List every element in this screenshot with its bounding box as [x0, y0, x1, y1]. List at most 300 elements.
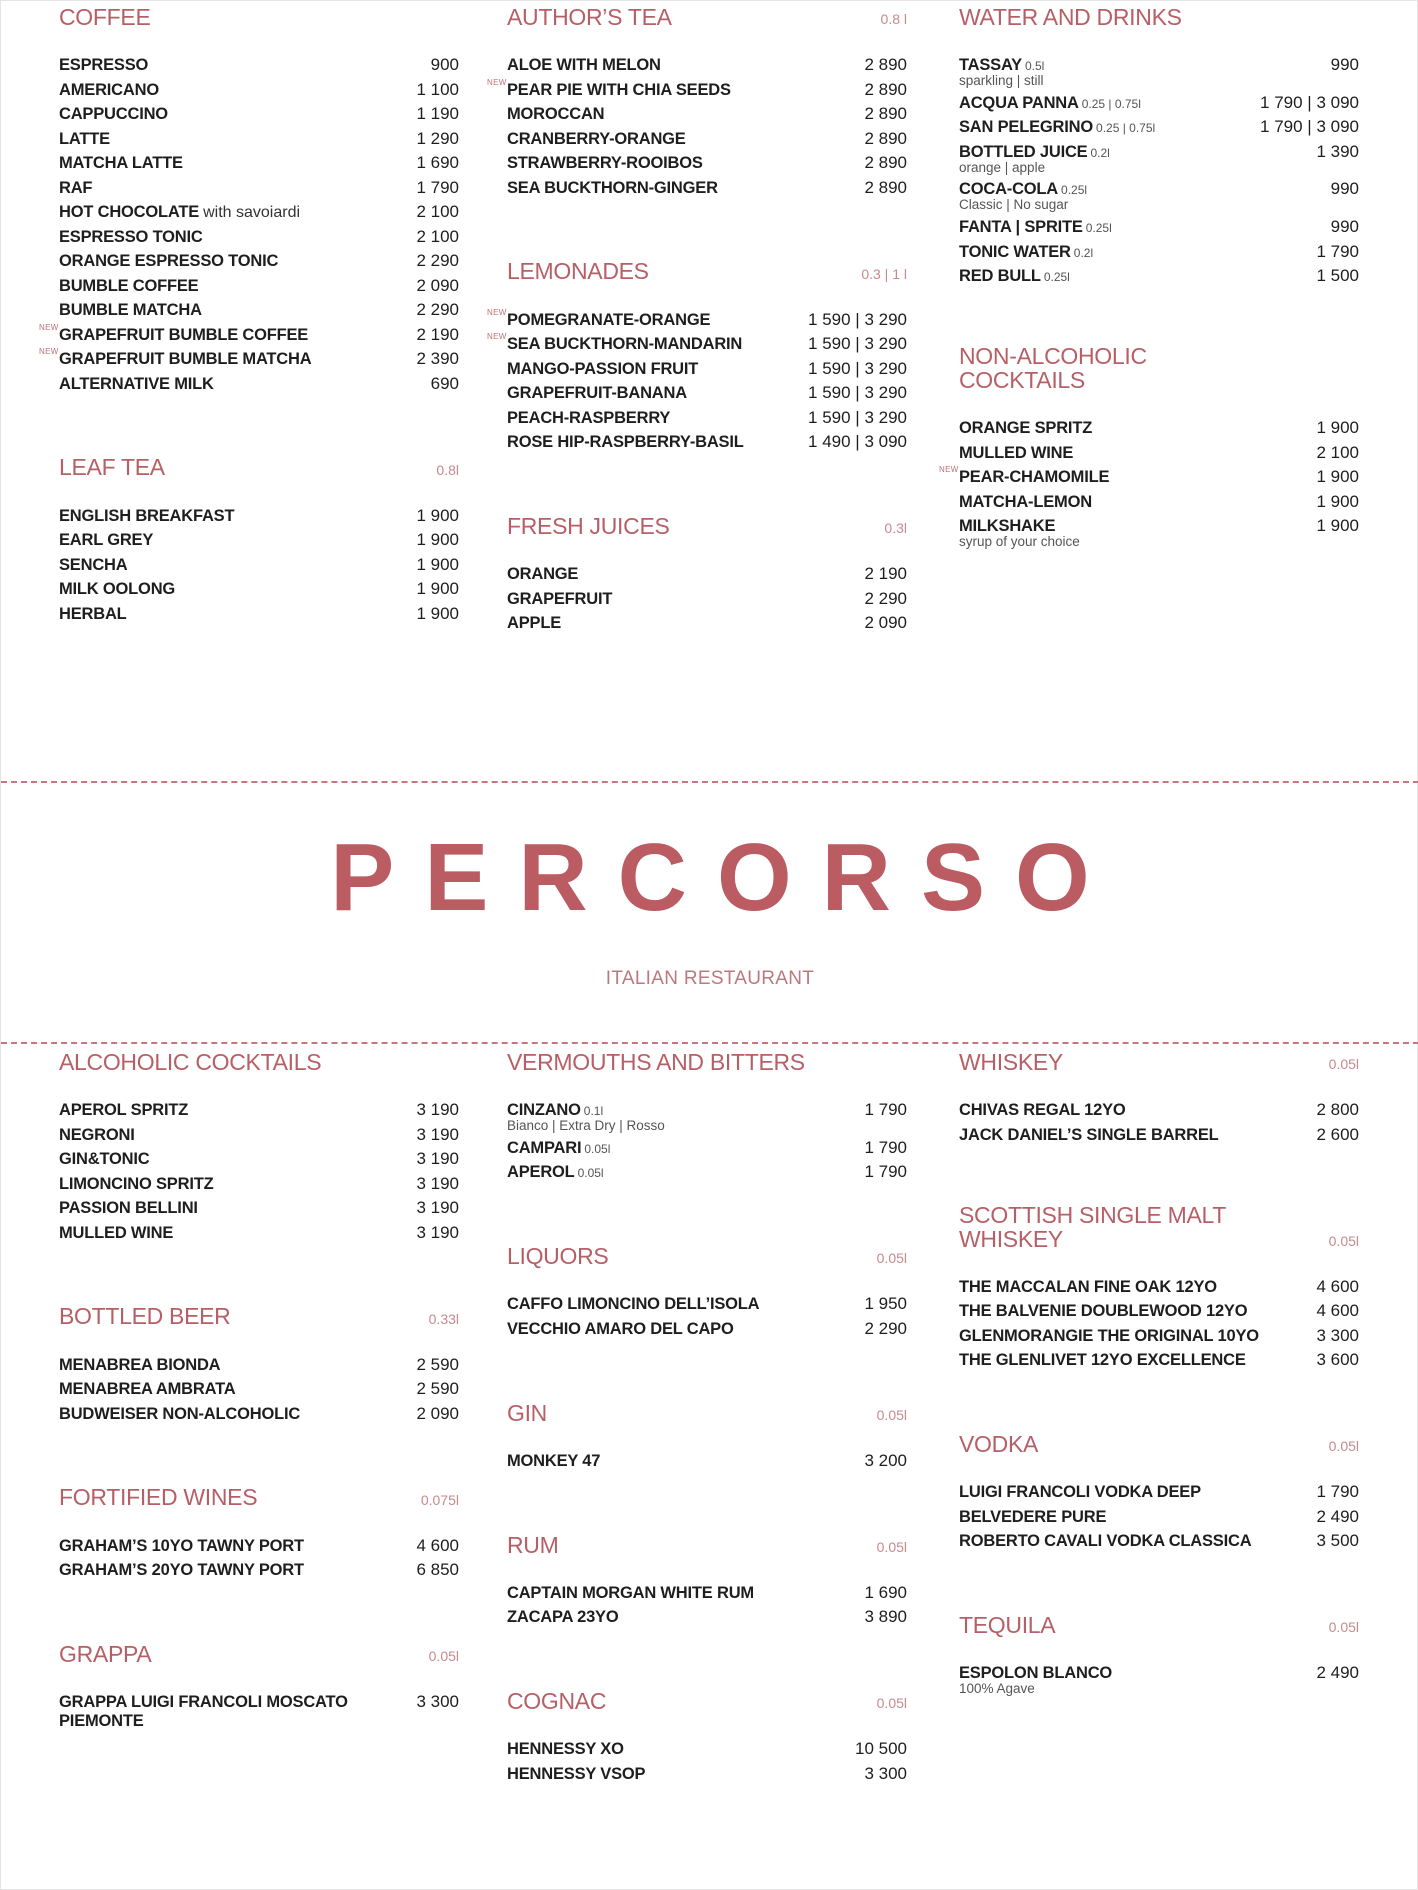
menu-item [59, 276, 459, 296]
item-name-text: ORANGE ESPRESSO TONIC [59, 252, 279, 270]
item-price: 2 490 [1316, 1506, 1359, 1526]
menu-item-row [959, 93, 1359, 113]
menu-item-row [59, 1404, 459, 1424]
item-name-text: VECCHIO AMARO DEL CAPO [507, 1319, 734, 1338]
item-name-text: SEA BUCKTHORN-MANDARIN [507, 335, 743, 353]
menu-item-row [59, 129, 459, 149]
item-price: 1 590 | 3 290 [808, 383, 907, 402]
menu-item-row [959, 1663, 1359, 1683]
top-menu-panel [1, 1, 1418, 779]
menu-item [59, 1560, 459, 1580]
section-title: VODKA [959, 1431, 1039, 1458]
menu-item [939, 465, 1359, 487]
item-name-text: RED BULL [959, 267, 1041, 286]
menu-item [507, 1100, 907, 1133]
menu-item-row [59, 374, 459, 394]
menu-item [59, 129, 459, 149]
top-column-3 [939, 1, 1359, 607]
item-price: 2 100 [416, 226, 459, 246]
new-badge: NEW [939, 465, 959, 475]
section-title: VERMOUTHS AND BITTERS [507, 1048, 805, 1075]
menu-item [59, 1174, 459, 1194]
menu-item-row [959, 492, 1359, 512]
item-name-text: ALTERNATIVE MILK [59, 374, 214, 393]
item-price: 3 600 [1316, 1350, 1359, 1370]
item-name-text: MILKSHAKE [959, 517, 1056, 536]
item-price: 2 100 [416, 202, 459, 221]
item-name [959, 267, 1070, 286]
item-name-text: BUMBLE COFFEE [59, 276, 199, 295]
menu-section-liquors [507, 1240, 907, 1339]
item-name-text: ROBERTO CAVALI VODKA CLASSICA [959, 1532, 1252, 1551]
menu-section-scottish-single-malt-whiskey [959, 1203, 1359, 1371]
item-price: 1 950 [864, 1294, 907, 1314]
item-name [959, 1508, 1106, 1527]
menu-item-row [507, 334, 907, 354]
menu-section-whiskey [959, 1046, 1359, 1145]
item-name [59, 1224, 173, 1243]
menu-item-row [959, 266, 1359, 286]
item-name [507, 384, 687, 403]
top-column-2 [487, 1, 907, 691]
item-name-text: MONKEY 47 [507, 1451, 601, 1470]
item-name [507, 1765, 645, 1784]
menu-item-row [959, 418, 1359, 438]
item-price: 1 900 [416, 505, 459, 525]
item-name-text: GRAPPA LUIGI FRANCOLI MOSCATO PIEMONTE [59, 1693, 348, 1730]
item-name-text: STRAWBERRY-ROOIBOS [507, 154, 703, 172]
brand-logo: PERCORSO [330, 824, 1120, 931]
item-name [959, 468, 1109, 487]
item-volume: 0.1l [583, 1104, 604, 1118]
item-price: 1 900 [416, 579, 459, 598]
section-header [59, 1, 459, 29]
section-title: GIN [507, 1399, 547, 1426]
menu-item [959, 516, 1359, 549]
item-name-text: MULLED WINE [59, 1223, 174, 1242]
menu-section-lemonades [487, 256, 907, 453]
new-badge: NEW [487, 307, 507, 317]
item-name-text: JACK DANIEL’S SINGLE BARREL [959, 1125, 1219, 1144]
menu-item [59, 1149, 459, 1169]
item-name-text: CAMPARI [507, 1138, 582, 1157]
item-name-text: CAPPUCCINO [59, 105, 168, 123]
menu-item [507, 1583, 907, 1603]
item-price: 2 890 [864, 104, 907, 123]
menu-item-row [59, 604, 459, 624]
top-column-1 [39, 1, 459, 682]
menu-section-vermouths-and-bitters [507, 1046, 907, 1182]
menu-item-row [59, 80, 459, 100]
item-name [959, 143, 1110, 162]
item-name [59, 375, 214, 394]
section-title: BOTTLED BEER [59, 1303, 231, 1330]
item-price: 1 590 | 3 290 [808, 309, 907, 329]
item-name-text: HENNESSY XO [507, 1740, 624, 1759]
item-price: 3 300 [864, 1763, 907, 1783]
section-title: LIQUORS [507, 1243, 609, 1270]
menu-item [959, 1277, 1359, 1297]
menu-section-vodka [959, 1428, 1359, 1551]
menu-item [959, 418, 1359, 438]
item-price: 2 590 [416, 1379, 459, 1398]
item-price: 3 190 [416, 1173, 459, 1193]
menu-item [59, 153, 459, 173]
section-title: WHISKEY [959, 1048, 1063, 1075]
item-name-text: CAFFO LIMONCINO DELL’ISOLA [507, 1295, 760, 1314]
item-price: 3 890 [864, 1607, 907, 1627]
item-name [959, 1101, 1126, 1120]
menu-item-row [507, 178, 907, 198]
menu-item-row [507, 359, 907, 379]
item-price: 1 790 [864, 1100, 907, 1119]
item-name-text: CAPTAIN MORGAN WHITE RUM [507, 1583, 754, 1602]
item-price: 990 [1330, 179, 1359, 199]
section-volume: 0.05l [1328, 1438, 1359, 1455]
item-name [507, 360, 698, 379]
item-name-text: GRAPEFRUIT BUMBLE COFFEE [59, 325, 309, 344]
item-name [507, 1740, 624, 1759]
menu-item-row [59, 1198, 459, 1218]
menu-section-coffee [39, 1, 459, 394]
item-name-text: AMERICANO [59, 80, 159, 99]
menu-item-row [959, 242, 1359, 262]
menu-item [59, 1198, 459, 1218]
item-name-text: THE GLENLIVET 12YO EXCELLENCE [959, 1351, 1246, 1370]
menu-item-row [59, 1174, 459, 1194]
item-name-text: HERBAL [59, 604, 127, 623]
bottom-column-2 [507, 1046, 907, 1842]
menu-item [959, 1125, 1359, 1145]
menu-item-row [959, 55, 1359, 75]
item-price: 2 090 [864, 613, 907, 632]
item-subtitle: syrup of your choice [959, 534, 1080, 550]
item-name-text: ZACAPA 23YO [507, 1608, 619, 1627]
menu-item [39, 322, 459, 345]
section-title: COFFEE [59, 3, 151, 30]
menu-item [487, 77, 907, 100]
menu-item-row [959, 1531, 1359, 1551]
menu-item [959, 492, 1359, 512]
menu-item [59, 1692, 459, 1731]
section-volume: 0.05l [1328, 1232, 1359, 1249]
item-name [507, 56, 661, 75]
menu-item-row [959, 1125, 1359, 1145]
item-volume: 0.2l [1073, 245, 1094, 260]
menu-item [59, 1223, 459, 1243]
item-name [59, 154, 183, 173]
item-price: 1 790 [1316, 241, 1359, 261]
item-name [507, 433, 744, 452]
bottom-column-1 [59, 1046, 459, 1789]
section-header [959, 1609, 1359, 1637]
section-header [507, 1397, 907, 1425]
menu-item [507, 1138, 907, 1158]
menu-item-row [959, 1326, 1359, 1346]
menu-item-row [59, 555, 459, 575]
menu-item [59, 506, 459, 526]
item-price: 2 490 [1316, 1663, 1359, 1683]
menu-item [59, 1404, 459, 1424]
item-price: 2 290 [864, 1318, 907, 1338]
menu-item [59, 1100, 459, 1120]
menu-item-row [59, 325, 459, 345]
new-badge: NEW [39, 322, 59, 332]
menu-item [959, 1326, 1359, 1346]
item-name [959, 1532, 1251, 1551]
item-price: 1 900 [1316, 491, 1359, 511]
item-price: 1 590 | 3 290 [808, 334, 907, 353]
menu-item-row [959, 467, 1359, 487]
menu-item-row [959, 1277, 1359, 1297]
item-price: 2 600 [1316, 1124, 1359, 1144]
item-name [507, 565, 578, 584]
menu-section-fortified-wines [59, 1482, 459, 1581]
item-name [59, 1693, 416, 1731]
item-name-text: MOROCCAN [507, 105, 605, 123]
item-name [59, 1126, 135, 1145]
item-name-text: LUIGI FRANCOLI VODKA DEEP [959, 1483, 1201, 1502]
menu-item [507, 359, 907, 379]
menu-item-row [507, 1583, 907, 1603]
item-name-text: SEA BUCKTHORN-GINGER [507, 178, 718, 197]
menu-item [959, 1531, 1359, 1551]
menu-item [507, 1162, 907, 1182]
item-name-text: GLENMORANGIE THE ORIGINAL 10YO [959, 1326, 1259, 1345]
menu-item [507, 1294, 907, 1314]
menu-item [507, 153, 907, 173]
item-name-text: COCA-COLA [959, 180, 1059, 199]
menu-item-row [59, 55, 459, 75]
menu-item [39, 347, 459, 369]
menu-item-row [959, 142, 1359, 162]
item-name [59, 130, 110, 149]
menu-item [59, 55, 459, 75]
item-name [959, 1327, 1259, 1346]
item-volume: 0.5l [1025, 59, 1045, 73]
menu-item [59, 530, 459, 550]
brand-tagline: ITALIAN RESTAURANT [605, 968, 815, 989]
item-price: 4 600 [1316, 1301, 1359, 1321]
item-name-text: APEROL SPRITZ [59, 1101, 189, 1119]
item-name [59, 1537, 304, 1556]
item-price: 2 890 [864, 79, 907, 99]
menu-item [59, 1379, 459, 1399]
item-name-text: GRAPEFRUIT BUMBLE MATCHA [59, 350, 312, 368]
menu-item-row [959, 516, 1359, 536]
item-price: 900 [430, 55, 459, 74]
menu-item-row [507, 153, 907, 173]
menu-item-row [59, 227, 459, 247]
menu-item-row [959, 1507, 1359, 1527]
item-name [507, 179, 718, 198]
item-price: 1 900 [416, 530, 459, 549]
item-name-text: ESPOLON BLANCO [959, 1664, 1113, 1683]
item-price: 2 890 [864, 177, 907, 197]
item-name-text: GRAPEFRUIT [507, 589, 613, 608]
item-name-text: SENCHA [59, 555, 128, 574]
menu-item-row [59, 104, 459, 124]
item-price: 1 900 [416, 554, 459, 574]
item-price: 3 200 [864, 1450, 907, 1470]
item-name [959, 218, 1112, 237]
new-badge: NEW [487, 332, 507, 341]
item-price: 2 190 [416, 324, 459, 344]
item-name-text: THE BALVENIE DOUBLEWOOD 12YO [959, 1302, 1248, 1321]
menu-item [59, 202, 459, 222]
item-name [59, 531, 153, 550]
menu-item-row [507, 589, 907, 609]
menu-item-row [507, 310, 907, 330]
bottom-column-3 [959, 1046, 1359, 1754]
section-title: FORTIFIED WINES [59, 1484, 258, 1511]
item-name-text: BUDWEISER NON-ALCOHOLIC [59, 1404, 301, 1423]
item-price: 3 190 [416, 1198, 459, 1217]
menu-item [959, 443, 1359, 463]
item-name-text: EARL GREY [59, 531, 154, 549]
item-name [507, 81, 731, 100]
section-header [507, 1, 907, 29]
item-name [507, 154, 703, 173]
item-name [507, 1584, 754, 1603]
section-header [507, 1529, 907, 1557]
item-name [959, 419, 1092, 438]
item-name-text: PEAR PIE WITH CHIA SEEDS [507, 80, 731, 99]
menu-item [959, 1350, 1359, 1370]
menu-item [59, 178, 459, 198]
item-name [59, 228, 203, 247]
menu-item-row [507, 564, 907, 584]
item-name [59, 1356, 220, 1375]
menu-item-row [507, 383, 907, 403]
item-name [959, 1483, 1201, 1502]
menu-item-row [507, 1138, 907, 1158]
section-header [959, 1203, 1359, 1251]
menu-item [959, 1482, 1359, 1502]
section-header [507, 1685, 907, 1713]
item-name [59, 301, 202, 320]
item-name-text: THE MACCALAN FINE OAK 12YO [959, 1277, 1217, 1296]
item-name [59, 326, 308, 345]
item-name [59, 1175, 213, 1194]
menu-item-row [959, 217, 1359, 237]
item-volume: 0.05l [577, 1166, 604, 1181]
menu-item [959, 117, 1359, 137]
menu-item [507, 1764, 907, 1784]
item-name [59, 350, 311, 369]
new-badge: NEW [39, 347, 59, 356]
menu-item [487, 332, 907, 354]
menu-item-row [507, 613, 907, 633]
menu-item-row [507, 129, 907, 149]
item-volume: 0.25l [1061, 183, 1088, 198]
item-name-text: ACQUA PANNA [959, 93, 1079, 112]
item-price: 2 290 [864, 588, 907, 608]
item-subtitle: orange | apple [959, 159, 1046, 175]
item-price: 1 100 [416, 79, 459, 99]
menu-item [959, 1100, 1359, 1120]
menu-item-row [507, 1451, 907, 1471]
item-price: 2 100 [1316, 442, 1359, 462]
menu-item-row [59, 178, 459, 198]
menu-item-row [507, 1764, 907, 1784]
menu-item-row [507, 55, 907, 75]
section-title: LEAF TEA [59, 454, 165, 481]
item-name-text: MANGO-PASSION FRUIT [507, 359, 699, 378]
item-name [507, 335, 742, 354]
menu-item [59, 227, 459, 247]
item-subtitle: Bianco | Extra Dry | Rosso [507, 1118, 665, 1133]
menu-item [507, 564, 907, 584]
item-name [959, 1278, 1217, 1297]
item-price: 1 490 | 3 090 [808, 432, 907, 451]
menu-section-gin [507, 1397, 907, 1471]
menu-item-row [507, 80, 907, 100]
menu-item [507, 589, 907, 609]
item-name-text: ORANGE SPRITZ [959, 419, 1093, 438]
item-price: 1 900 [1316, 516, 1359, 536]
section-header [507, 510, 907, 538]
item-price: 3 300 [416, 1692, 459, 1711]
menu-item-row [59, 202, 459, 222]
item-name-text: LIMONCINO SPRITZ [59, 1174, 214, 1193]
item-name-text: GRAHAM’S 20YO TAWNY PORT [59, 1561, 304, 1579]
item-name [59, 1561, 304, 1580]
item-name [59, 605, 127, 624]
menu-section-non-alcoholic-cocktails [939, 343, 1359, 550]
menu-item [59, 1125, 459, 1145]
section-title: WATER AND DRINKS [959, 3, 1182, 30]
item-price: 990 [1330, 55, 1359, 74]
menu-item [507, 432, 907, 452]
section-volume: 0.05l [876, 1538, 907, 1555]
item-name-text: MATCHA LATTE [59, 154, 183, 172]
item-name-text: FANTA | SPRITE [959, 218, 1083, 237]
menu-item-row [507, 1607, 907, 1627]
item-price: 3 190 [416, 1124, 459, 1144]
item-name-text: ESPRESSO TONIC [59, 227, 203, 246]
menu-item-row [59, 1379, 459, 1399]
item-price: 1 690 [416, 153, 459, 172]
section-header [59, 1046, 459, 1074]
section-volume: 0.05l [428, 1648, 459, 1664]
item-volume: 0.25l [1043, 270, 1070, 285]
item-name-text: GRAHAM’S 10YO TAWNY PORT [59, 1536, 304, 1555]
item-name [507, 614, 561, 633]
menu-item [59, 604, 459, 624]
item-name [507, 1320, 734, 1339]
item-name-text: BUMBLE MATCHA [59, 301, 202, 319]
item-price: 1 590 | 3 290 [808, 358, 907, 378]
item-price: 2 290 [416, 300, 459, 319]
menu-item [507, 129, 907, 149]
menu-item [507, 613, 907, 633]
item-price: 2 590 [416, 1354, 459, 1374]
item-name [59, 1405, 300, 1424]
item-name-text: MATCHA-LEMON [959, 492, 1092, 511]
menu-item-row [59, 153, 459, 173]
menu-item-row [959, 1301, 1359, 1321]
item-price: 1 790 | 3 090 [1260, 117, 1359, 137]
item-price: 3 500 [1316, 1531, 1359, 1551]
menu-item [59, 1536, 459, 1556]
menu-item-row [959, 1100, 1359, 1120]
menu-section-fresh-juices [507, 510, 907, 633]
section-volume: 0.05l [876, 1250, 907, 1267]
item-volume: 0.25 | 0.75l [1096, 121, 1156, 136]
item-name-text: RAF [59, 178, 93, 197]
item-price: 990 [1330, 217, 1359, 237]
